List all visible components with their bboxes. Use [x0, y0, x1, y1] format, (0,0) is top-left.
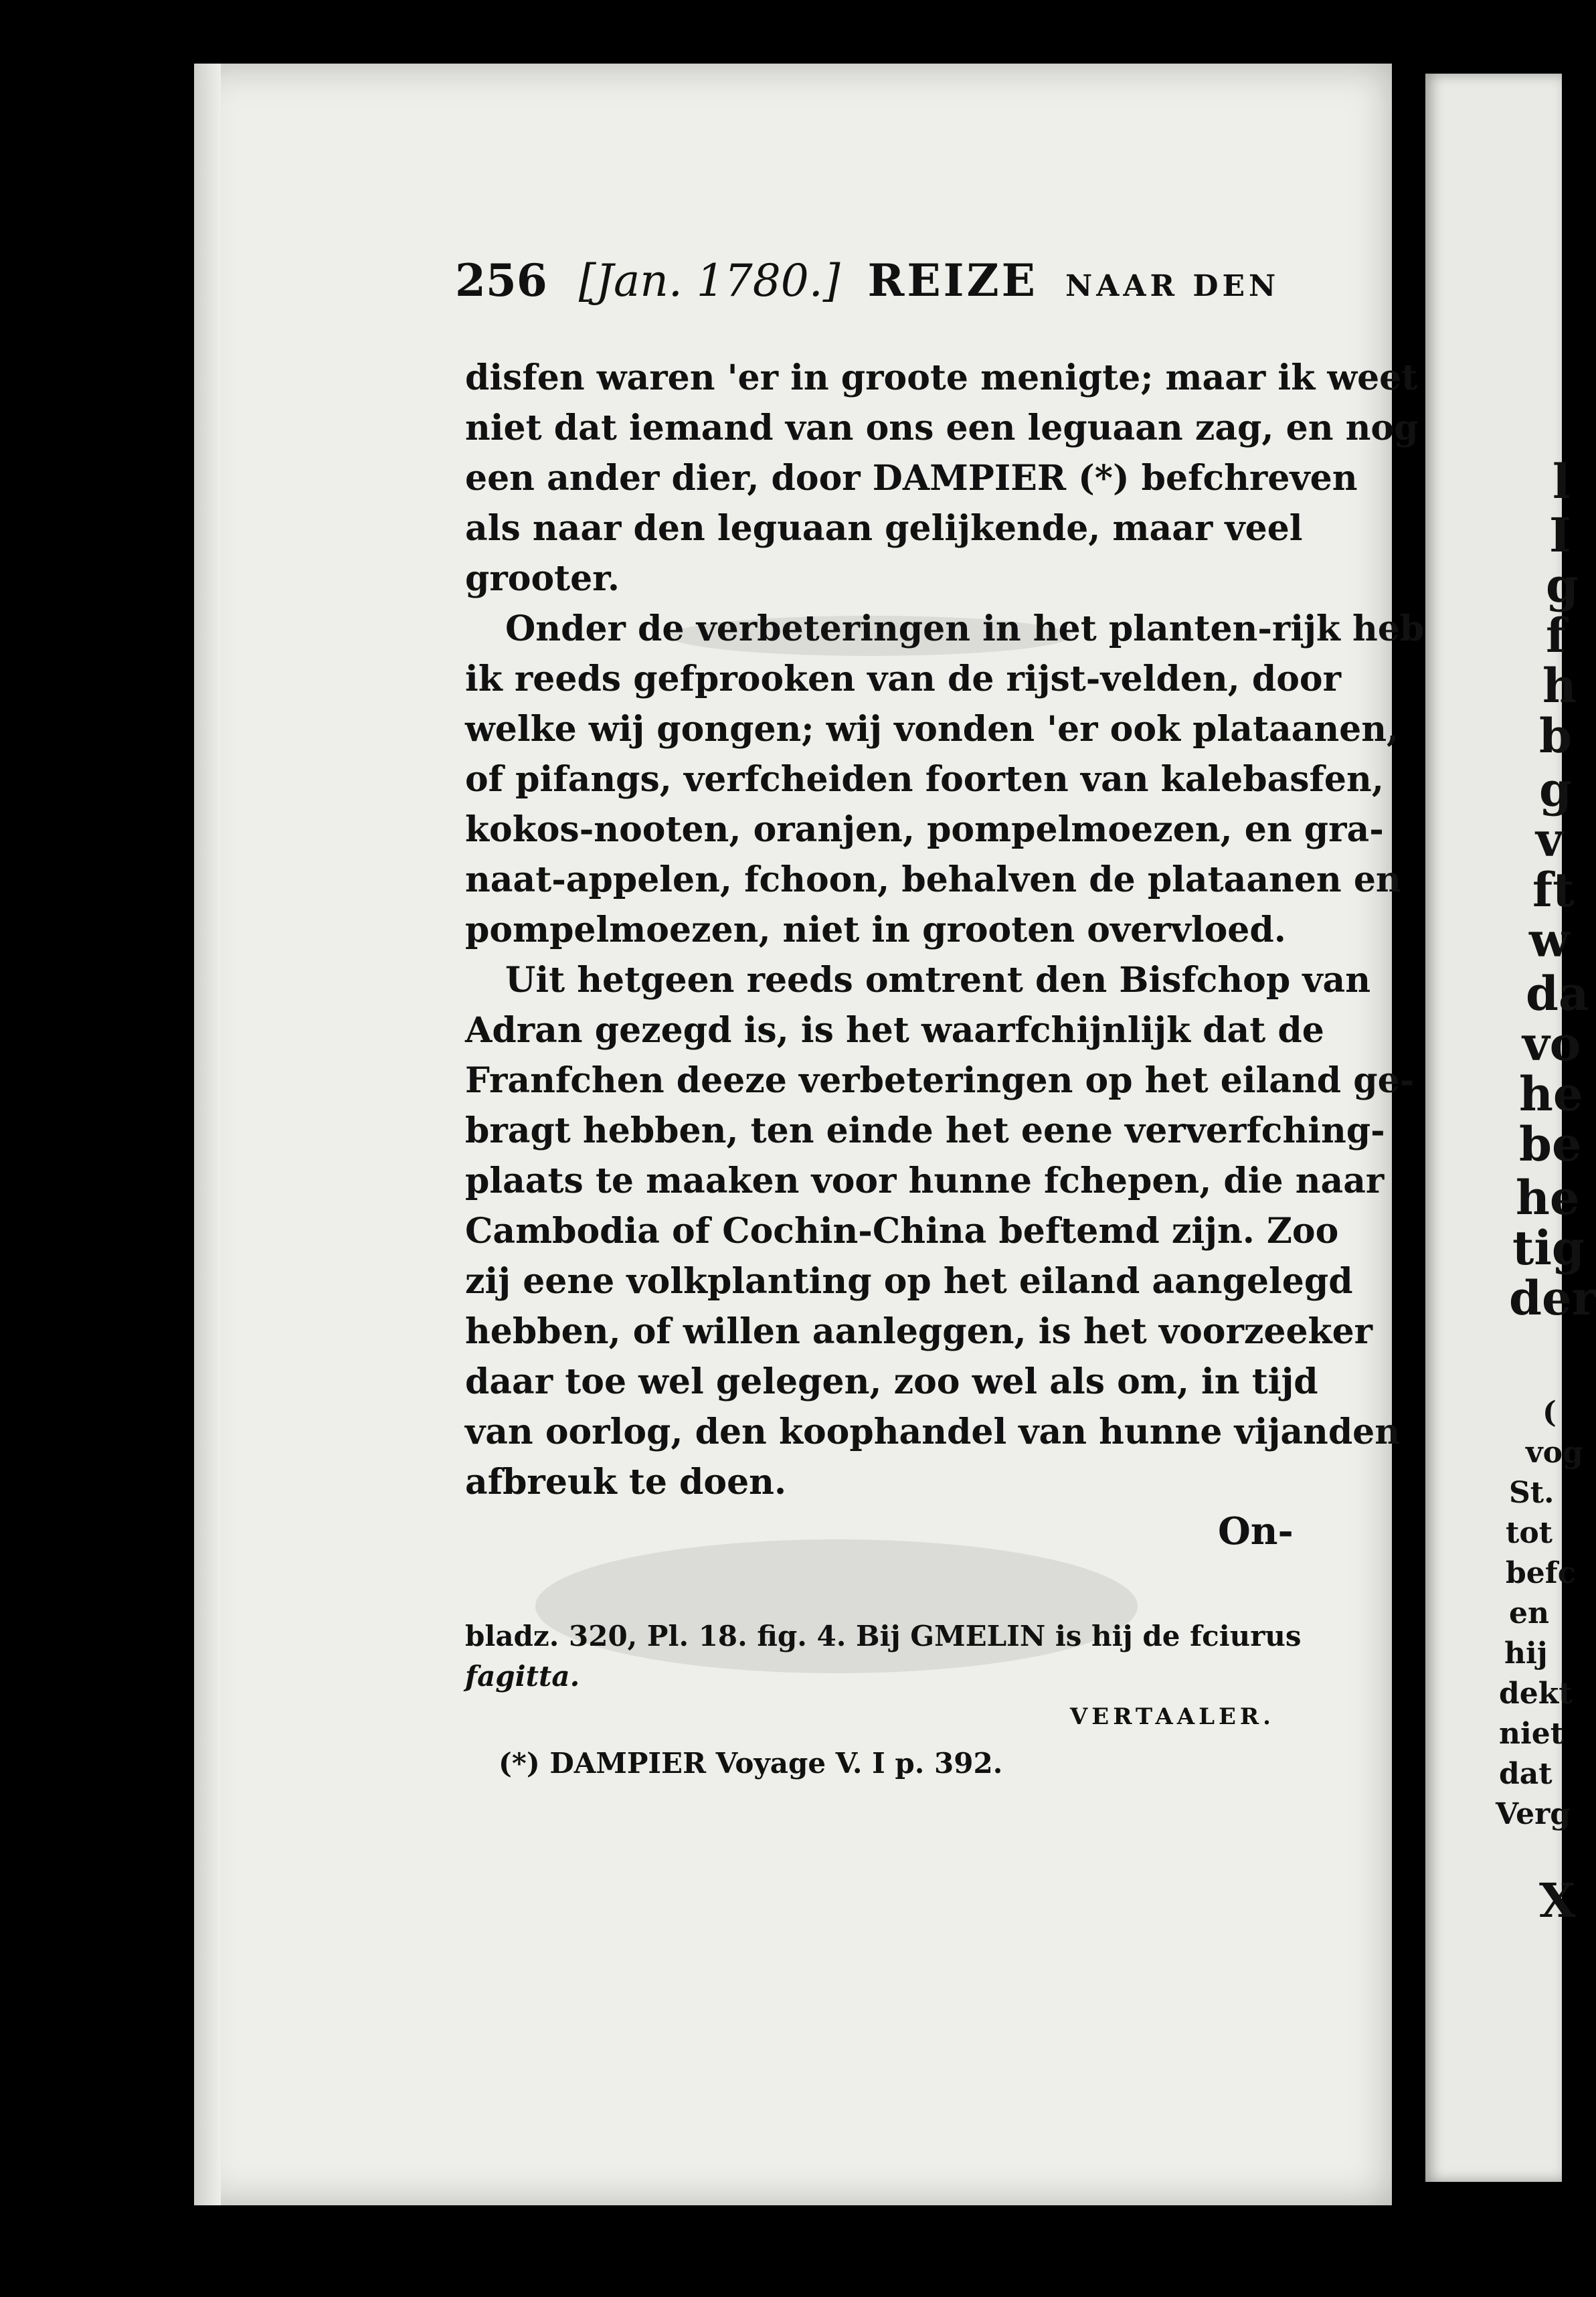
facing-line: g	[1546, 558, 1579, 613]
text-line: pompelmoezen, niet in grooten overvloed.	[465, 910, 1286, 950]
facing-line: tig	[1512, 1220, 1585, 1276]
facing-line: he	[1516, 1170, 1580, 1225]
facing-signature: X	[1539, 1873, 1576, 1928]
footnote-line: (*) DAMPIER Voyage V. I p. 392.	[499, 1747, 1003, 1780]
text-line: als naar den leguaan gelijkende, maar veel	[465, 508, 1303, 549]
text-line: hebben, of willen aanleggen, is het voorzeeker	[465, 1311, 1373, 1352]
text-line: daar toe wel gelegen, zoo wel als om, in tijd	[465, 1361, 1318, 1402]
text-line: disfen waren 'er in groote menigte; maar ik weet	[465, 357, 1418, 398]
header-title-small: NAAR DEN	[1065, 269, 1280, 303]
text-line: bragt hebben, ten einde het eene ververfching-	[465, 1110, 1385, 1151]
facing-note: niet	[1499, 1717, 1565, 1751]
text-line: afbreuk te doen.	[465, 1462, 787, 1503]
facing-line: der	[1509, 1270, 1596, 1326]
facing-line: he	[1519, 1066, 1583, 1122]
page-number: 256	[455, 254, 547, 307]
facing-line: h	[1542, 658, 1577, 713]
text-line: Uit hetgeen reeds omtrent den Bisfchop van	[505, 960, 1371, 1001]
catchword: On-	[1218, 1509, 1294, 1553]
text-line: Cambodia of Cochin-China beftemd zijn. Zoo	[465, 1211, 1339, 1252]
text-line: welke wij gongen; wij vonden 'er ook plataanen,	[465, 709, 1399, 750]
footnote-line: bladz. 320, Pl. 18. fig. 4. Bij GMELIN is hij de fciurus	[465, 1620, 1302, 1652]
facing-note: St.	[1509, 1476, 1555, 1510]
text-line: Onder de verbeteringen in het planten-rijk heb	[505, 608, 1425, 649]
footnote-line: fagitta.	[465, 1660, 580, 1693]
page-gutter-shadow	[194, 64, 221, 2205]
facing-note: vog	[1526, 1436, 1583, 1470]
facing-note: befc	[1506, 1556, 1576, 1590]
text-line: Franfchen deeze verbeteringen op het eiland ge-	[465, 1060, 1415, 1101]
facing-note: dekt	[1499, 1677, 1573, 1711]
facing-line: I	[1549, 507, 1571, 563]
text-line: zij eene volkplanting op het eiland aangelegd	[465, 1261, 1353, 1302]
facing-note: en	[1509, 1596, 1549, 1630]
facing-line: f	[1546, 608, 1567, 663]
facing-line: l	[1553, 454, 1571, 509]
text-line: Adran gezegd is, is het waarfchijnlijk dat de	[465, 1010, 1324, 1051]
facing-line: be	[1519, 1116, 1582, 1172]
facing-note: hij	[1504, 1636, 1548, 1671]
facing-line: ft	[1532, 862, 1575, 918]
facing-line: v	[1536, 812, 1563, 867]
text-line: niet dat iemand van ons een leguaan zag, en nog	[465, 408, 1419, 448]
text-line: of pifangs, verfcheiden foorten van kalebasfen,	[465, 759, 1384, 800]
facing-note: Verg	[1496, 1797, 1571, 1831]
facing-line: w	[1529, 912, 1570, 968]
text-line: naat-appelen, fchoon, behalven de plataanen en	[465, 859, 1401, 900]
text-line: een ander dier, door DAMPIER (*) befchreven	[465, 458, 1358, 499]
header-title: REIZE	[867, 254, 1038, 307]
facing-page-edge	[1425, 74, 1596, 2182]
running-header	[455, 254, 1278, 321]
facing-note: (	[1542, 1395, 1557, 1430]
header-date: [Jan. 1780.]	[578, 255, 840, 307]
footnote-signature: VERTAALER.	[1069, 1703, 1275, 1730]
facing-line: vo	[1522, 1016, 1581, 1072]
facing-line: g	[1539, 762, 1572, 817]
facing-note: tot	[1506, 1516, 1553, 1550]
text-line: ik reeds gefprooken van de rijst-velden, door	[465, 659, 1341, 699]
text-line: kokos-nooten, oranjen, pompelmoezen, en gra-	[465, 809, 1384, 850]
text-line: grooter.	[465, 558, 620, 599]
facing-note: dat	[1499, 1757, 1553, 1791]
facing-line: b	[1539, 708, 1572, 764]
text-line: van oorlog, den koophandel van hunne vijanden	[465, 1412, 1401, 1452]
facing-line: da	[1526, 966, 1589, 1021]
text-line: plaats te maaken voor hunne fchepen, die naar	[465, 1161, 1385, 1201]
